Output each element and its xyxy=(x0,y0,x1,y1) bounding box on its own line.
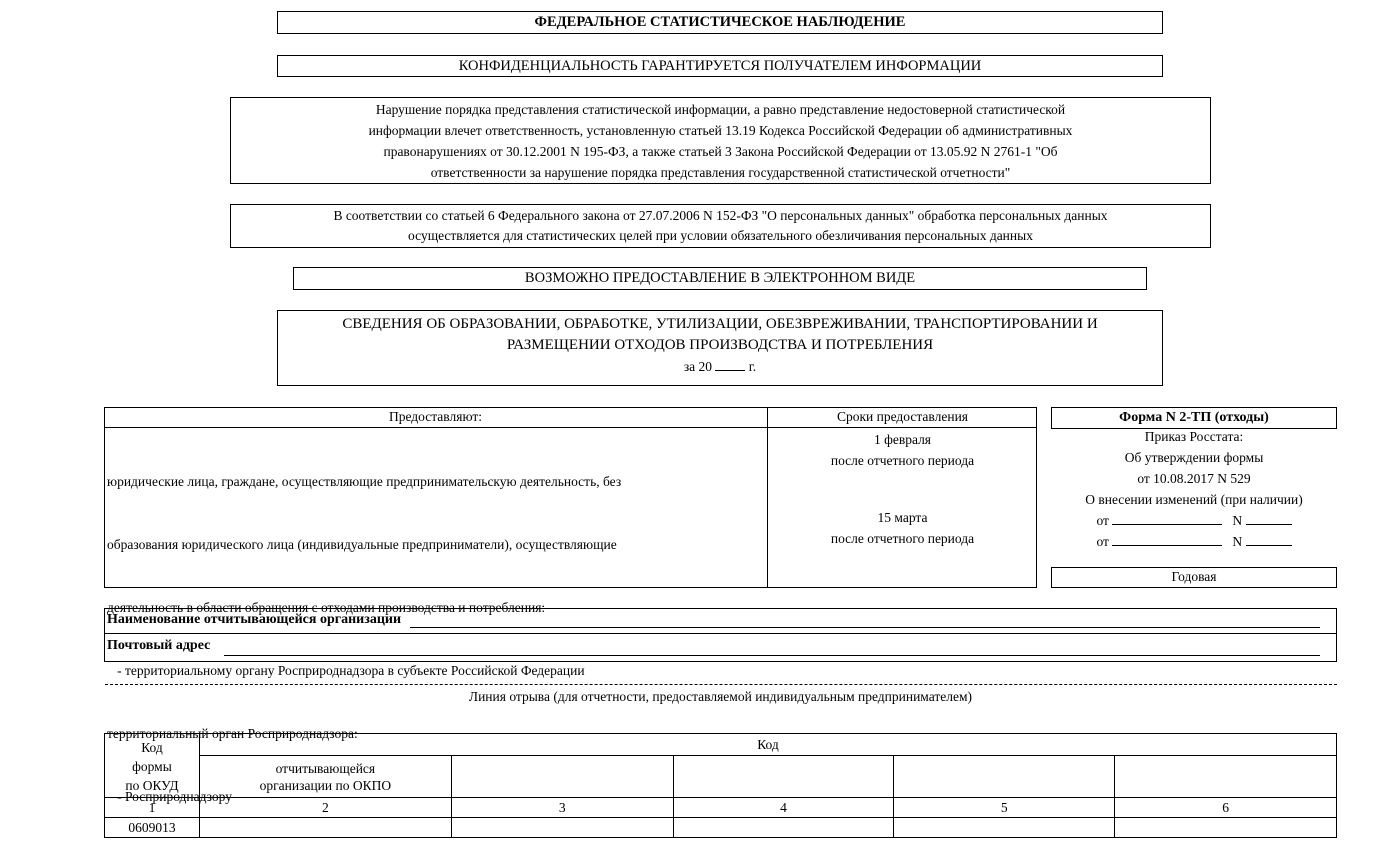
column-number: 4 xyxy=(673,798,894,818)
confidentiality-text: КОНФИДЕНЦИАЛЬНОСТЬ ГАРАНТИРУЕТСЯ ПОЛУЧАТЕЛЕМ ИНФОРМАЦИИ xyxy=(458,58,982,74)
providers-header: Предоставляют: xyxy=(388,409,483,424)
org-name-field[interactable] xyxy=(410,610,1320,628)
org-name-label: Наименование отчитывающейся организации xyxy=(107,612,402,627)
amendment-date-field[interactable] xyxy=(1112,510,1222,525)
okud-header-line: по ОКУД xyxy=(125,777,179,793)
address-label: Почтовый адрес xyxy=(107,638,211,653)
providers-line: деятельность в области обращения с отходами производства и потребления: xyxy=(107,600,546,615)
amendment-n-label: N xyxy=(1232,534,1243,549)
deadline-1-text: после отчетного периода xyxy=(830,453,975,468)
report-info-line: СВЕДЕНИЯ ОБ ОБРАЗОВАНИИ, ОБРАБОТКЕ, УТИЛИЗАЦИИ, ОБЕЗВРЕЖИВАНИИ, ТРАНСПОРТИРОВАНИИ И xyxy=(342,316,1098,332)
amendment-row xyxy=(1051,510,1337,531)
okpo-value-cell[interactable] xyxy=(199,818,451,838)
column-number: 5 xyxy=(894,798,1115,818)
address-row xyxy=(107,636,1332,658)
providers-line: образования юридического лица (индивидуальные предприниматели), осуществляющие xyxy=(107,537,617,552)
okud-header-line: Код xyxy=(141,739,163,755)
form-approval-title: Об утверждении формы xyxy=(1124,450,1264,465)
form-amendments: О внесении изменений (при наличии) xyxy=(1085,492,1303,507)
code-header: Код xyxy=(199,734,1336,756)
periodicity: Годовая xyxy=(1171,569,1217,584)
code-header-cell xyxy=(1115,756,1337,798)
amendment-number-field[interactable] xyxy=(1246,531,1292,546)
violation-line: ответственности за нарушение порядка представления государственной статистической отчетности" xyxy=(430,165,1011,180)
submit-table-header-divider xyxy=(104,427,1037,428)
code-value-cell[interactable] xyxy=(1115,818,1337,838)
providers-line: - Росприроднадзору xyxy=(107,789,233,804)
deadline-2-text: после отчетного периода xyxy=(830,531,975,546)
violation-line: Нарушение порядка представления статистической информации, а равно представление недостоверной статистической xyxy=(375,102,1066,117)
form-approval xyxy=(1051,426,1337,552)
report-period xyxy=(278,356,1162,377)
amendment-from-label: от xyxy=(1096,513,1109,528)
form-order: Приказ Росстата: xyxy=(1144,429,1244,444)
code-value-cell[interactable] xyxy=(451,818,673,838)
organization-divider xyxy=(104,633,1337,634)
code-value-cell[interactable] xyxy=(894,818,1115,838)
okpo-header-line: отчитывающейся xyxy=(275,760,376,776)
federal-observation-title-text: ФЕДЕРАЛЬНОЕ СТАТИСТИЧЕСКОЕ НАБЛЮДЕНИЕ xyxy=(534,14,906,30)
amendment-n-label: N xyxy=(1232,513,1243,528)
tear-line-caption: Линия отрыва (для отчетности, предоставляемой индивидуальным предпринимателем) xyxy=(468,689,973,704)
column-number: 2 xyxy=(199,798,451,818)
deadline-2 xyxy=(768,507,1037,549)
report-info-line: РАЗМЕЩЕНИИ ОТХОДОВ ПРОИЗВОДСТВА И ПОТРЕБЛЕНИЯ xyxy=(506,337,934,353)
amendment-number-field[interactable] xyxy=(1246,510,1292,525)
deadline-2-date: 15 марта xyxy=(877,510,928,525)
column-number: 3 xyxy=(451,798,673,818)
electronic-submission-box xyxy=(293,267,1147,290)
tear-line xyxy=(105,684,1337,685)
column-number: 1 xyxy=(105,798,200,818)
violation-notice xyxy=(230,97,1211,184)
electronic-submission-text: ВОЗМОЖНО ПРЕДОСТАВЛЕНИЕ В ЭЛЕКТРОННОМ ВИДЕ xyxy=(524,270,916,286)
deadline-1-date: 1 февраля xyxy=(873,432,932,447)
codes-table xyxy=(104,733,1337,838)
code-header-cell xyxy=(894,756,1115,798)
form-approval-date: от 10.08.2017 N 529 xyxy=(1137,471,1251,486)
period-prefix: за 20 xyxy=(683,359,713,374)
personal-data-line: осуществляется для статистических целей при условии обязательного обезличивания персональных данных xyxy=(408,228,1033,243)
deadline-1 xyxy=(768,429,1037,471)
code-value-cell[interactable] xyxy=(673,818,894,838)
okud-header xyxy=(105,734,200,798)
address-field[interactable] xyxy=(224,636,1320,656)
form-name: Форма N 2-ТП (отходы) xyxy=(1119,410,1269,425)
okud-value: 0609013 xyxy=(105,818,200,838)
okud-header-line: формы xyxy=(132,758,172,774)
okpo-header-line: организации по ОКПО xyxy=(259,777,392,793)
column-number: 6 xyxy=(1115,798,1337,818)
amendment-from-label: от xyxy=(1096,534,1109,549)
confidentiality-box xyxy=(277,55,1163,77)
period-year-field[interactable] xyxy=(715,356,745,371)
okpo-header xyxy=(199,756,451,798)
amendment-row xyxy=(1051,531,1337,552)
amendment-date-field[interactable] xyxy=(1112,531,1222,546)
report-info-box xyxy=(277,310,1163,386)
violation-line: правонарушениях от 30.12.2001 N 195-ФЗ, а также статьей 3 Закона Российской Федерации от 13.05.92 N 2761-1 "Об xyxy=(383,144,1058,159)
providers-line: юридические лица, граждане, осуществляющие предпринимательскую деятельность, без xyxy=(107,474,622,489)
violation-line: информации влечет ответственность, установленную статьей 13.19 Кодекса Российской Федерации об административных xyxy=(368,123,1073,138)
code-header-cell xyxy=(673,756,894,798)
periodicity-box xyxy=(1051,567,1337,588)
providers-line: - территориальному органу Росприроднадзора в субъекте Российской Федерации xyxy=(107,663,585,678)
personal-data-line: В соответствии со статьей 6 Федерального закона от 27.07.2006 N 152-ФЗ "О персональных данных" обработка персональных данных xyxy=(333,208,1108,223)
org-name-row xyxy=(107,610,1332,632)
deadlines-header: Сроки предоставления xyxy=(836,409,969,424)
providers-line: территориальный орган Росприроднадзора: xyxy=(107,726,358,741)
code-header-cell xyxy=(451,756,673,798)
period-suffix: г. xyxy=(748,359,757,374)
federal-observation-title xyxy=(277,11,1163,34)
personal-data-notice xyxy=(230,204,1211,248)
